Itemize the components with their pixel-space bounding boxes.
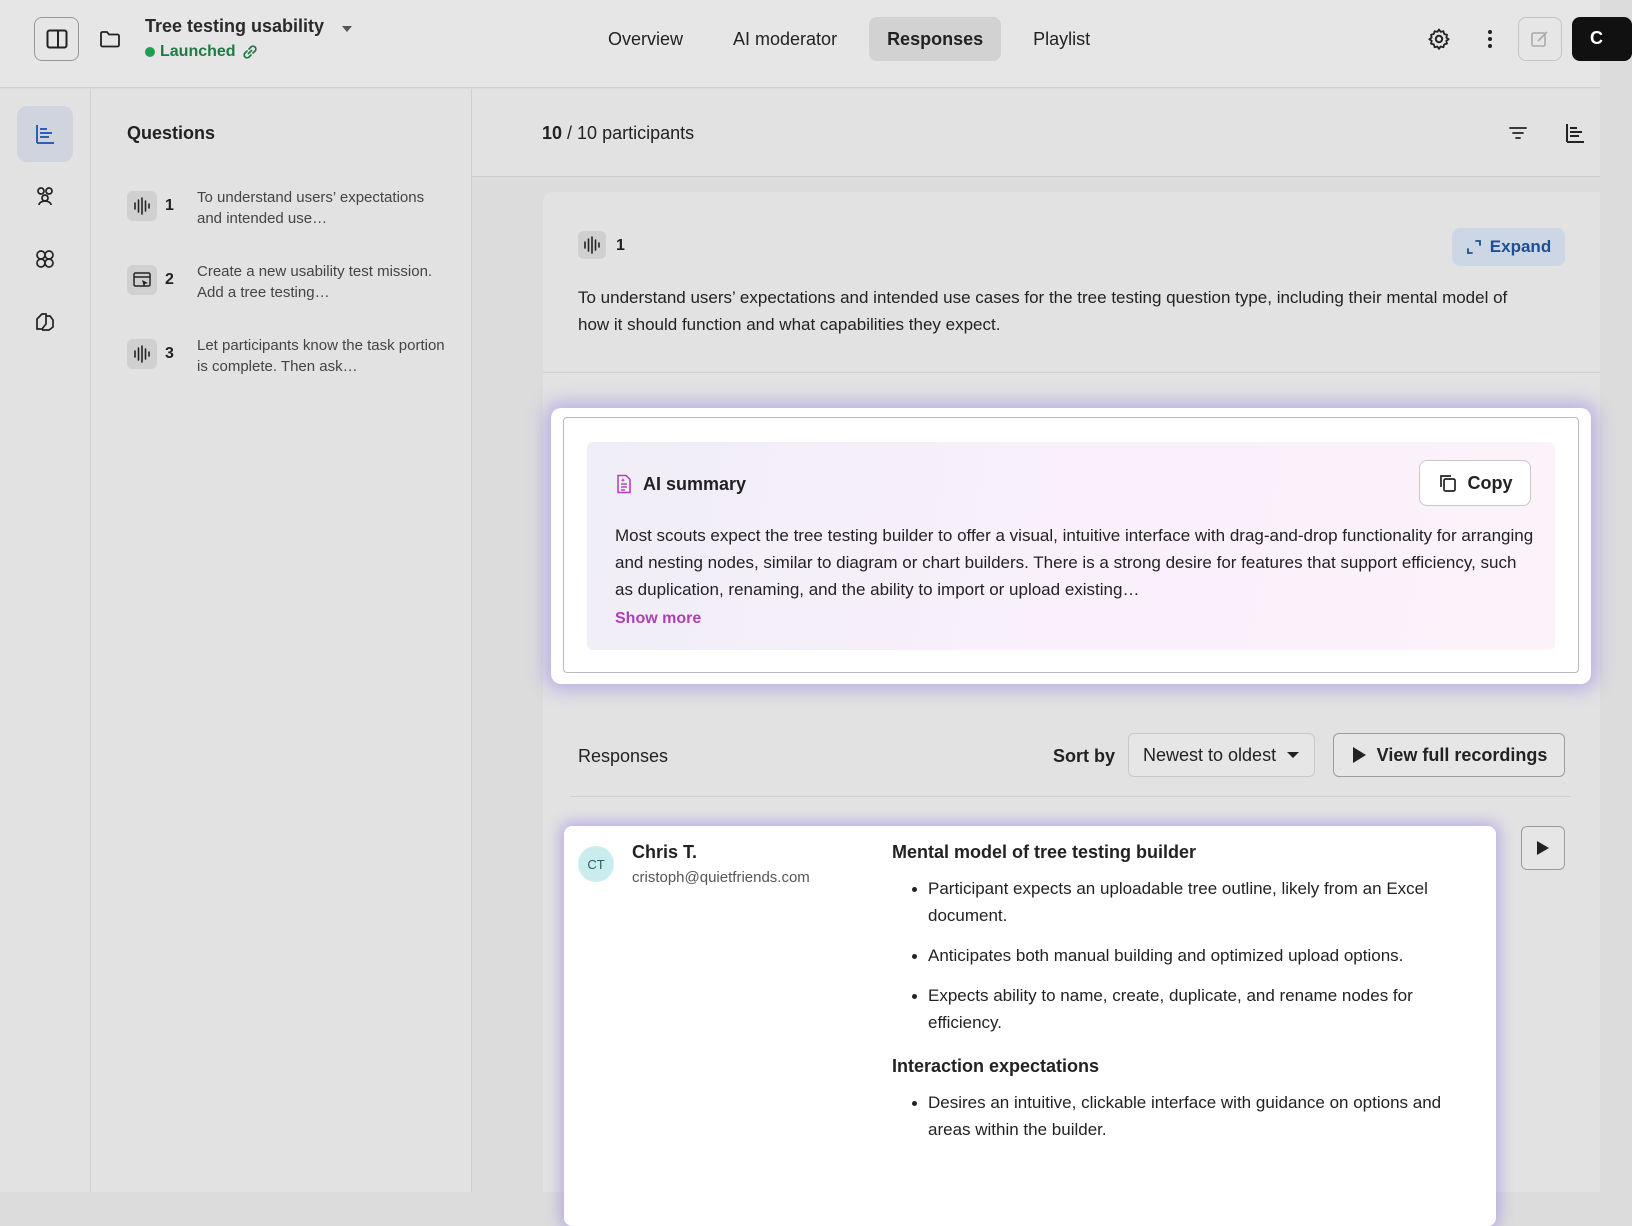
project-title[interactable]: Tree testing usability — [145, 16, 325, 36]
responses-heading: Responses — [578, 746, 669, 766]
section-title: Interaction expectations — [892, 1056, 1100, 1076]
sort-value: Newest to oldest — [1143, 744, 1277, 765]
folder-icon[interactable] — [98, 27, 122, 51]
view-full-recordings-button[interactable] — [1333, 733, 1565, 777]
participants-bar — [472, 89, 1600, 177]
edit-button[interactable] — [1518, 17, 1562, 61]
ai-summary-container — [551, 408, 1591, 684]
audio-waveform-icon — [127, 339, 157, 369]
edit-icon — [1530, 29, 1550, 49]
play-icon — [1351, 746, 1367, 764]
people-group-icon — [33, 184, 57, 208]
participants-total: / 10 participants — [567, 123, 695, 143]
filter-icon[interactable] — [1507, 122, 1529, 144]
participants-shown: 10 — [542, 123, 563, 143]
expand-label: Expand — [1489, 237, 1552, 256]
show-more-link[interactable]: Show more — [615, 610, 702, 627]
question-item-2[interactable] — [127, 261, 457, 311]
question-text: Create a new usability test mission. Add a tree testing… — [197, 263, 433, 301]
list-item: Desires an intuitive, clickable interface with guidance on options and areas within the builder. — [892, 1089, 1482, 1143]
audio-waveform-icon — [127, 191, 157, 221]
primary-action-button[interactable]: C — [1572, 17, 1632, 61]
questions-panel — [91, 89, 472, 1192]
copy-label: Copy — [1467, 472, 1513, 493]
expand-icon — [1466, 239, 1482, 255]
ai-summary-card — [587, 442, 1555, 650]
bar-list-icon — [34, 123, 56, 145]
main-nav — [590, 17, 1108, 61]
section-title: Mental model of tree testing builder — [892, 842, 1197, 862]
toggle-sidebar-button[interactable] — [34, 17, 79, 61]
view-recordings-label: View full recordings — [1376, 744, 1548, 765]
tab-playlist[interactable]: Playlist — [1033, 28, 1091, 49]
copy-button[interactable] — [1419, 460, 1531, 506]
browser-click-icon — [127, 265, 157, 295]
ai-summary-text: Most scouts expect the tree testing builder to offer a visual, intuitive interface with drag-and-drop functionality for arranging and nesting nodes, similar to diagram or chart builders. There is a strong desire for features that support efficiency, such as duplication, renaming, and the ability to import or upload existing… — [615, 526, 1534, 599]
audio-waveform-icon — [578, 231, 606, 259]
rail-item-questions[interactable] — [17, 106, 73, 162]
ai-summary-title: AI summary — [643, 474, 747, 494]
gear-icon[interactable] — [1427, 27, 1451, 51]
response-summary — [892, 842, 1482, 1163]
expand-button[interactable] — [1452, 228, 1565, 266]
question-number: 1 — [165, 197, 174, 214]
question-number: 1 — [616, 237, 625, 254]
chevron-down-icon — [1286, 750, 1300, 760]
sort-by-label: Sort by — [1053, 746, 1116, 766]
question-text: To understand users’ expectations and intended use… — [197, 189, 425, 227]
bullet-list — [892, 1089, 1482, 1143]
question-number: 2 — [165, 271, 174, 288]
tab-ai-moderator[interactable]: AI moderator — [733, 28, 838, 49]
top-header — [0, 0, 1603, 88]
participant-name: Chris T. — [632, 842, 698, 862]
more-options-icon[interactable] — [1478, 27, 1502, 51]
status-label: Launched — [160, 43, 236, 60]
sort-select[interactable] — [1128, 733, 1315, 777]
rail-item-tags[interactable] — [17, 294, 73, 350]
launch-status — [145, 43, 259, 61]
status-dot-icon — [145, 47, 155, 57]
play-icon — [1536, 840, 1550, 856]
question-text: Let participants know the task portion is complete. Then ask… — [197, 337, 445, 375]
left-rail — [0, 89, 91, 1192]
ai-document-sparkle-icon — [615, 474, 633, 494]
tab-responses[interactable]: Responses — [869, 17, 1001, 61]
list-item: Expects ability to name, create, duplicate, and rename nodes for efficiency. — [892, 982, 1482, 1036]
rail-item-themes[interactable] — [17, 231, 73, 287]
questions-title: Questions — [127, 123, 216, 143]
question-item-3[interactable] — [127, 335, 457, 385]
sidebar-panel-icon — [46, 29, 68, 49]
participant-email: cristoph@quietfriends.com — [632, 869, 810, 886]
link-icon[interactable] — [241, 43, 259, 61]
divider — [571, 796, 1571, 797]
list-item: Anticipates both manual building and optimized upload options. — [892, 942, 1482, 969]
question-item-1[interactable] — [127, 187, 457, 237]
question-description: To understand users’ expectations and intended use cases for the tree testing question type, including their mental model of how it should function and what capabilities they expect. — [578, 288, 1508, 334]
play-response-button[interactable] — [1521, 826, 1565, 870]
rail-item-participants[interactable] — [17, 168, 73, 224]
tab-overview[interactable]: Overview — [608, 28, 684, 49]
question-detail — [543, 192, 1600, 1192]
bullet-list — [892, 875, 1482, 1036]
participant-count — [542, 123, 694, 144]
clover-icon — [33, 247, 57, 271]
response-card[interactable] — [564, 826, 1496, 1226]
divider — [543, 372, 1600, 373]
project-dropdown-caret-icon[interactable] — [340, 24, 354, 34]
avatar: CT — [578, 846, 614, 882]
list-item: Participant expects an uploadable tree outline, likely from an Excel document. — [892, 875, 1482, 929]
tags-icon — [33, 310, 57, 334]
bar-list-icon[interactable] — [1564, 122, 1586, 144]
copy-icon — [1438, 473, 1458, 493]
question-number: 3 — [165, 345, 174, 362]
